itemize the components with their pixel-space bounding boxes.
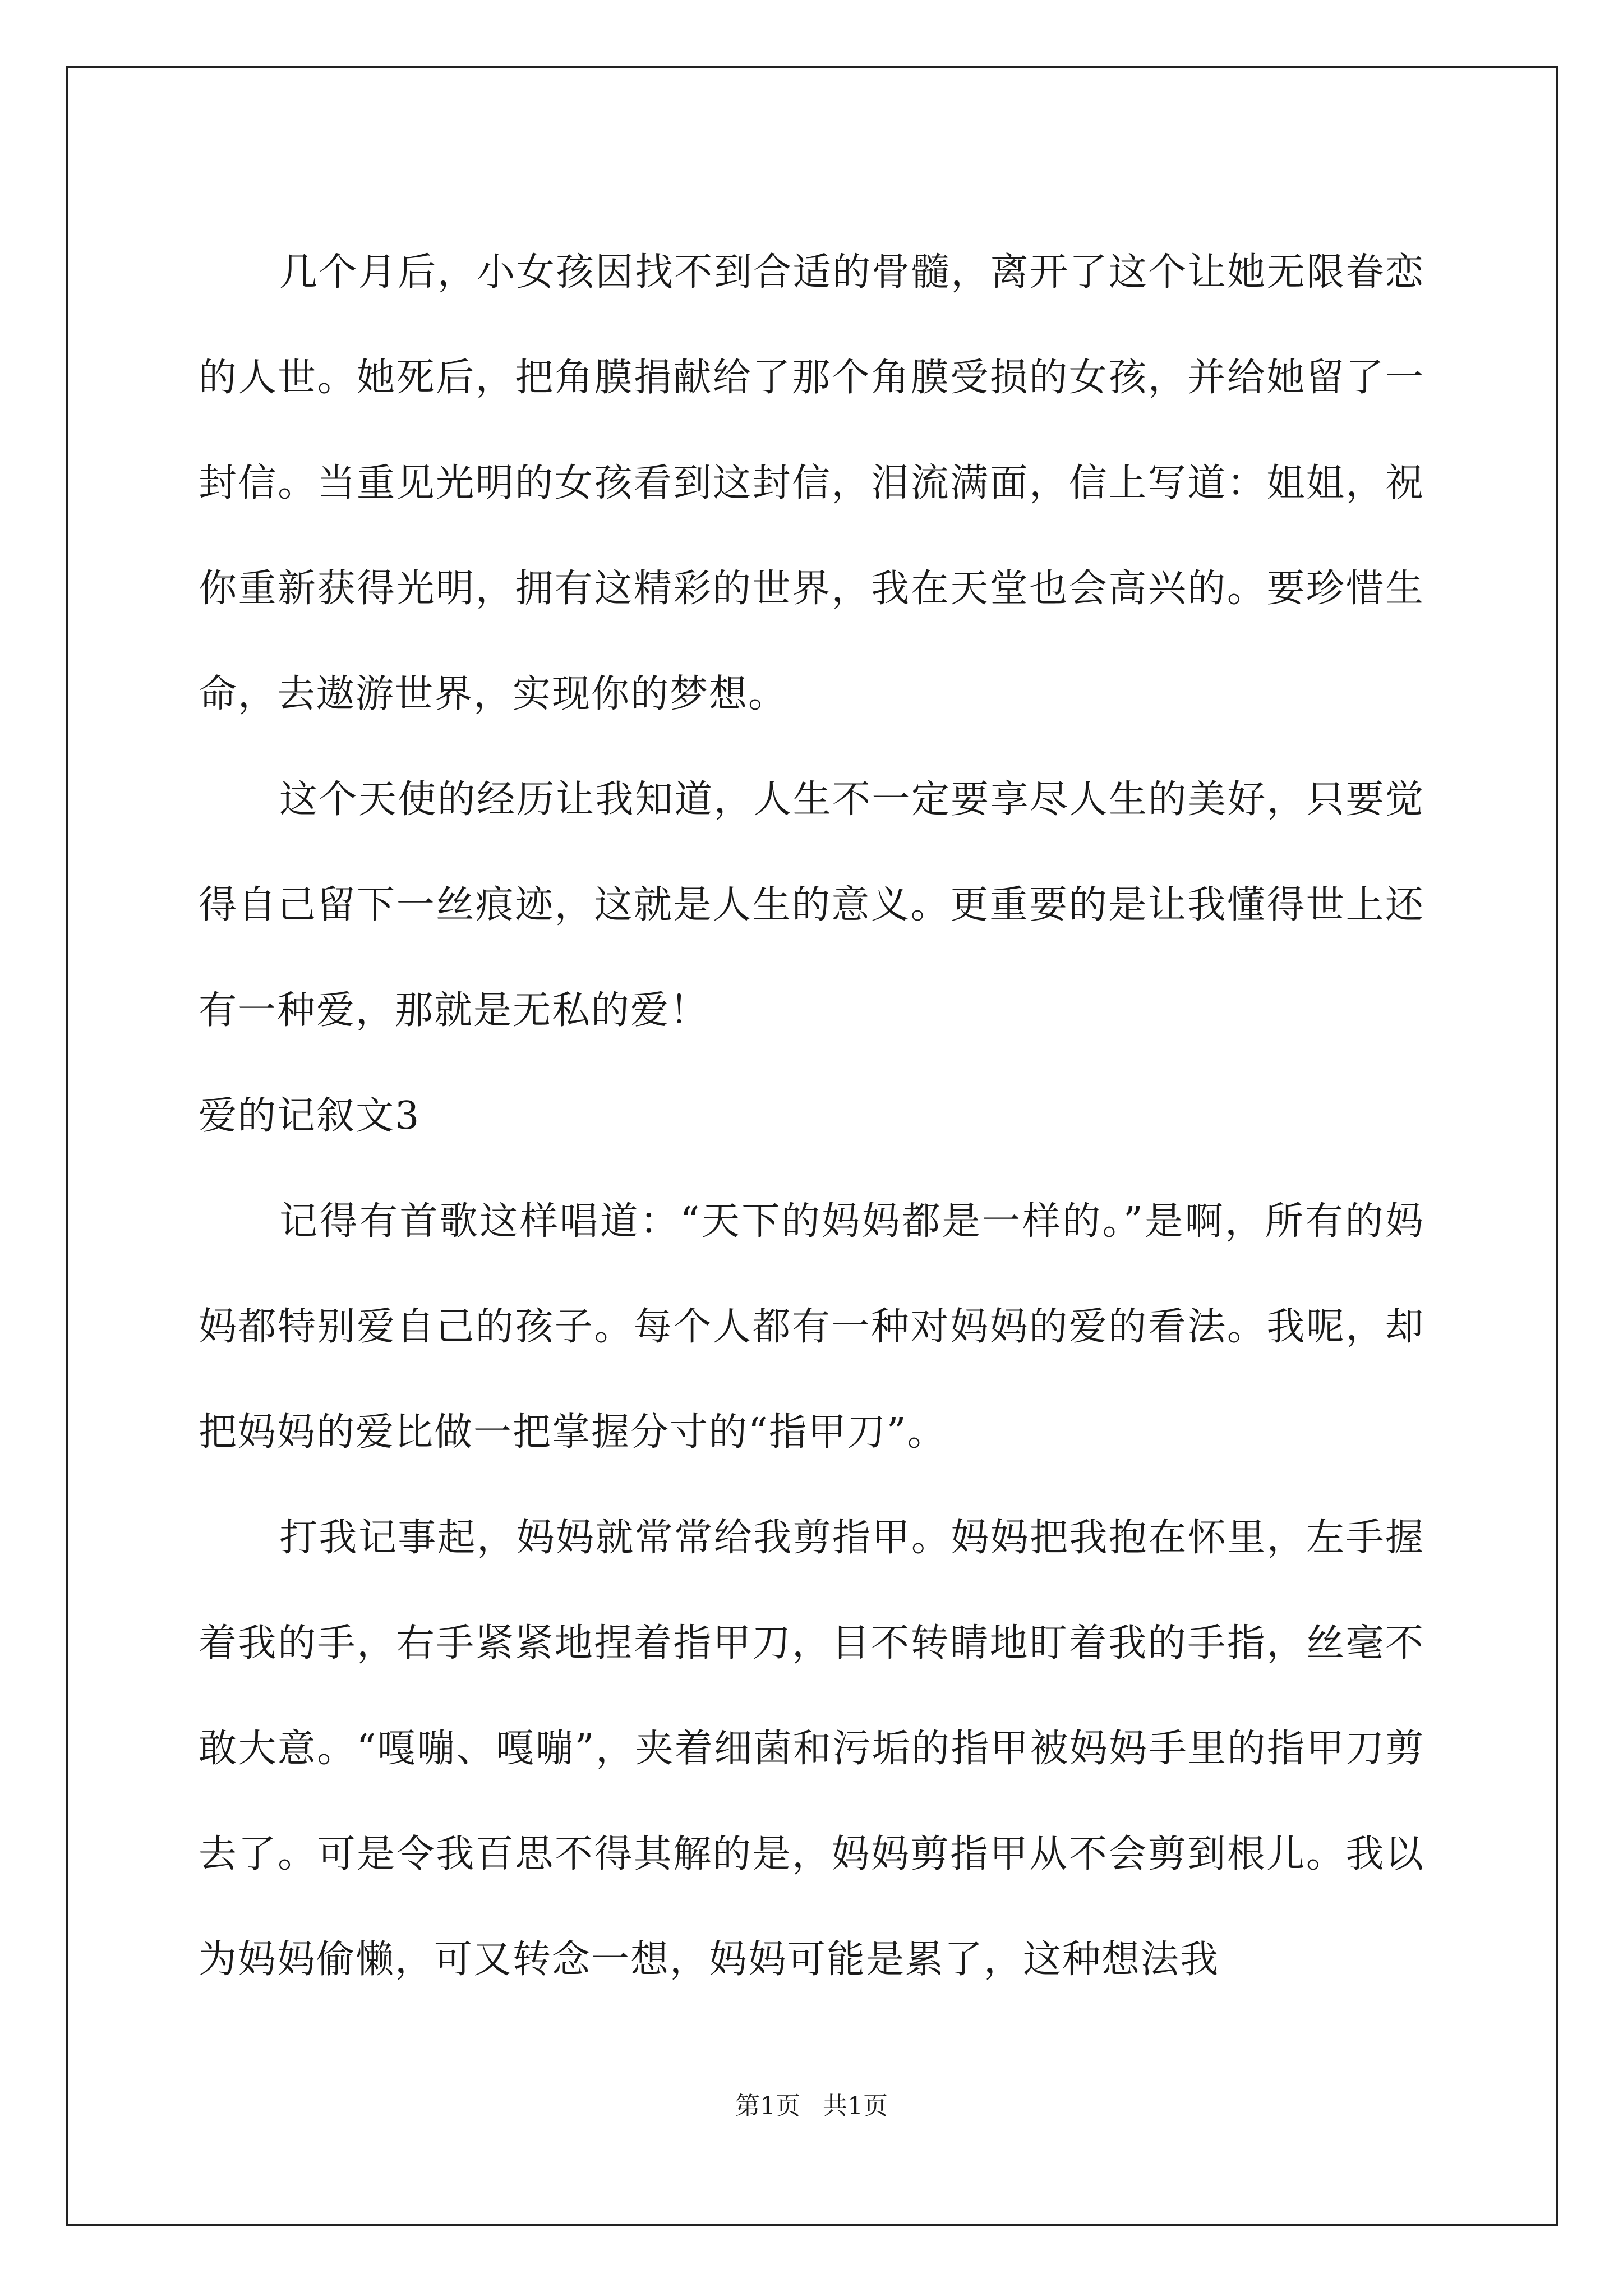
body-paragraph: 打我记事起，妈妈就常常给我剪指甲。妈妈把我抱在怀里，左手握着我的手，右手紧紧地捏着指甲刀，目不转睛地盯着我的手指，丝毫不敢大意。“嘎嘣、嘎嘣”，夹着细菌和污垢的指甲被妈妈手里的指甲刀剪去了。可是令我百思不得其解的是，妈妈剪指甲从不会剪到根儿。我以为妈妈偷懒，可又转念一想，妈妈可能是累了，这种想法我 [199, 1516, 1424, 1982]
page-count: 共1页 [823, 2092, 888, 2120]
section-heading: 爱的记叙文3 [199, 1094, 421, 1138]
body-paragraph: 这个天使的经历让我知道，人生不一定要享尽人生的美好，只要觉得自己留下一丝痕迹，这就是人生的意义。更重要的是让我懂得世上还有一种爱，那就是无私的爱！ [199, 777, 1424, 1033]
page-footer [0, 2090, 1623, 2123]
body-paragraph: 记得有首歌这样唱道：“天下的妈妈都是一样的。”是啊，所有的妈妈都特别爱自己的孩子。每个人都有一种对妈妈的爱的看法。我呢，却把妈妈的爱比做一把掌握分寸的“指甲刀”。 [199, 1199, 1424, 1455]
body-paragraph: 几个月后，小女孩因找不到合适的骨髓，离开了这个让她无限眷恋的人世。她死后，把角膜捐献给了那个角膜受损的女孩，并给她留了一封信。当重见光明的女孩看到这封信，泪流满面，信上写道：姐姐，祝你重新获得光明，拥有这精彩的世界，我在天堂也会高兴的。要珍惜生命，去遨游世界，实现你的梦想。 [199, 250, 1424, 716]
page-number: 第1页 [735, 2092, 800, 2120]
document-body [199, 220, 1424, 2013]
